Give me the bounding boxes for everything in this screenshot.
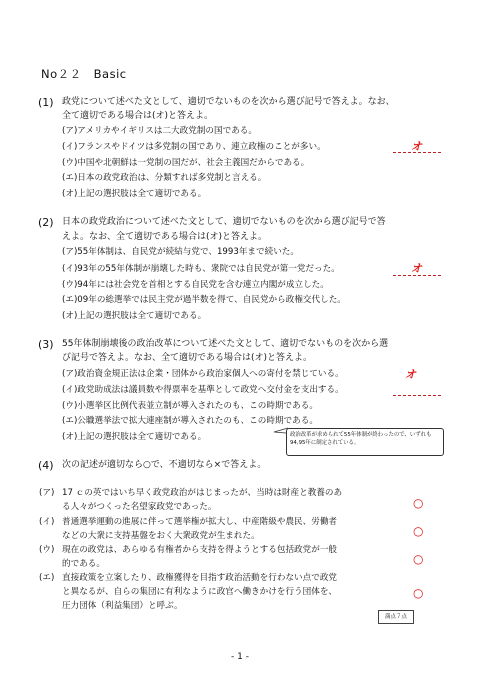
option: (ア)アメリカやイギリスは二大政党制の国である。 (62, 126, 257, 136)
option: (エ)09年の総選挙では民主党が過半数を得て、自民党から政権交代した。 (62, 295, 346, 305)
option: (ウ)中国や北朝鮮は一党制の国だが、社会主義国だからである。 (62, 158, 310, 168)
question-stem: えよ。なお、全て適切である場合は(オ)と答えよ。 (62, 232, 268, 242)
answer-line (393, 395, 441, 396)
item-text: 現在の政党は、あらゆる有権者から支持を得ようとする包括政党が一般 (62, 545, 338, 555)
option: (オ)上記の選択肢は全て適切である。 (62, 189, 207, 199)
item-label: (イ) (39, 517, 55, 527)
option: (オ)上記の選択肢は全て適切である。 (62, 311, 207, 321)
answer-mark: オ (411, 140, 422, 153)
option: (エ)日本の政党政治は、分類すれば多党制と言える。 (62, 173, 267, 183)
option: (イ)フランスやドイツは多党制の国であり、連立政権のことが多い。 (62, 142, 326, 152)
item-text: る人々がつくった名望家政党であった。 (62, 502, 217, 512)
option: (オ)上記の選択肢は全て適切である。 (62, 432, 207, 442)
item-label: (ア) (39, 488, 55, 498)
item-text: 17 ｃの英ではいち早く政党政治がはじまったが、当時は財産と教養のあ (62, 488, 343, 498)
answer-mark: オ (405, 368, 416, 381)
answer-line (393, 152, 441, 153)
item-text: と異なるが、自らの集団に有利なように政官へ働きかけを行う団体を、 (62, 587, 338, 597)
answer-mark: オ (411, 262, 422, 275)
answer-mark: ○ (413, 524, 424, 538)
item-text: 圧力団体（利益集団）と呼ぶ。 (62, 601, 183, 611)
option: (ア)55年体制は、自民党が続結与党で、1993年まで続いた。 (62, 247, 299, 257)
page-number: - 1 - (231, 652, 249, 662)
item-text: などの大衆に支持基盤をおく大衆政党が生まれた。 (62, 531, 260, 541)
answer-mark: ○ (413, 586, 424, 600)
item-label: (エ) (39, 573, 55, 583)
item-text: 直接政策を立案したり、政権獲得を目指す政治活動を行わない点で政党 (62, 573, 338, 583)
item-text: 普通選挙運動の進展に伴って選挙権が拡大し、中産階級や農民、労働者 (62, 517, 338, 527)
annotation-note: 政治改革が求められて55年体制が終わったので、いずれも94,95年に制定されている。 (286, 428, 444, 456)
question-number: (1) (38, 96, 54, 109)
option: (ウ)94年には社会党を首相とする自民党を含む連立内閣が成立した。 (62, 280, 329, 290)
question-stem: び記号で答えよ。なお、全て適切である場合は(オ)と答えよ。 (62, 353, 313, 363)
option: (エ)公職選挙法で拡大連座制が導入されたのも、この時期である。 (62, 416, 318, 426)
item-text: 的である。 (62, 559, 105, 569)
question-number: (2) (38, 216, 54, 229)
question-stem: 全て適切である場合は(オ)と答えよ。 (62, 111, 214, 121)
page-title: No２２ Basic (41, 67, 127, 81)
answer-mark: ○ (413, 552, 424, 566)
option: (イ)政党助成法は議員数や得票率を基準として政党へ交付金を支出する。 (62, 385, 344, 395)
option: (ア)政治資金規正法は企業・団体から政治家個人への寄付を禁じている。 (62, 369, 344, 379)
question-number: (3) (38, 338, 54, 351)
answer-mark: ○ (413, 496, 424, 510)
option: (ウ)小選挙区比例代表並立制が導入されたのも、この時期である。 (62, 401, 318, 411)
answer-line (393, 275, 441, 276)
item-label: (ウ) (39, 545, 55, 555)
question-stem: 次の記述が適切なら○で、不適切なら×で答えよ。 (62, 460, 267, 470)
question-stem: 55年体制崩壊後の政治改革について述べた文として、適切でないものを次から選 (62, 339, 389, 349)
option: (イ)93年の55年体制が崩壊した時も、衆院では自民党が第一党だった。 (62, 264, 340, 274)
question-stem: 政党について述べた文として、適切でないものを次から選び記号で答えよ。なお、 (62, 97, 395, 107)
question-number: (4) (38, 459, 54, 472)
score-stamp: 満点７点 (378, 610, 414, 624)
question-stem: 日本の政党政治について述べた文として、適切でないものを次から選び記号で答 (62, 217, 386, 227)
